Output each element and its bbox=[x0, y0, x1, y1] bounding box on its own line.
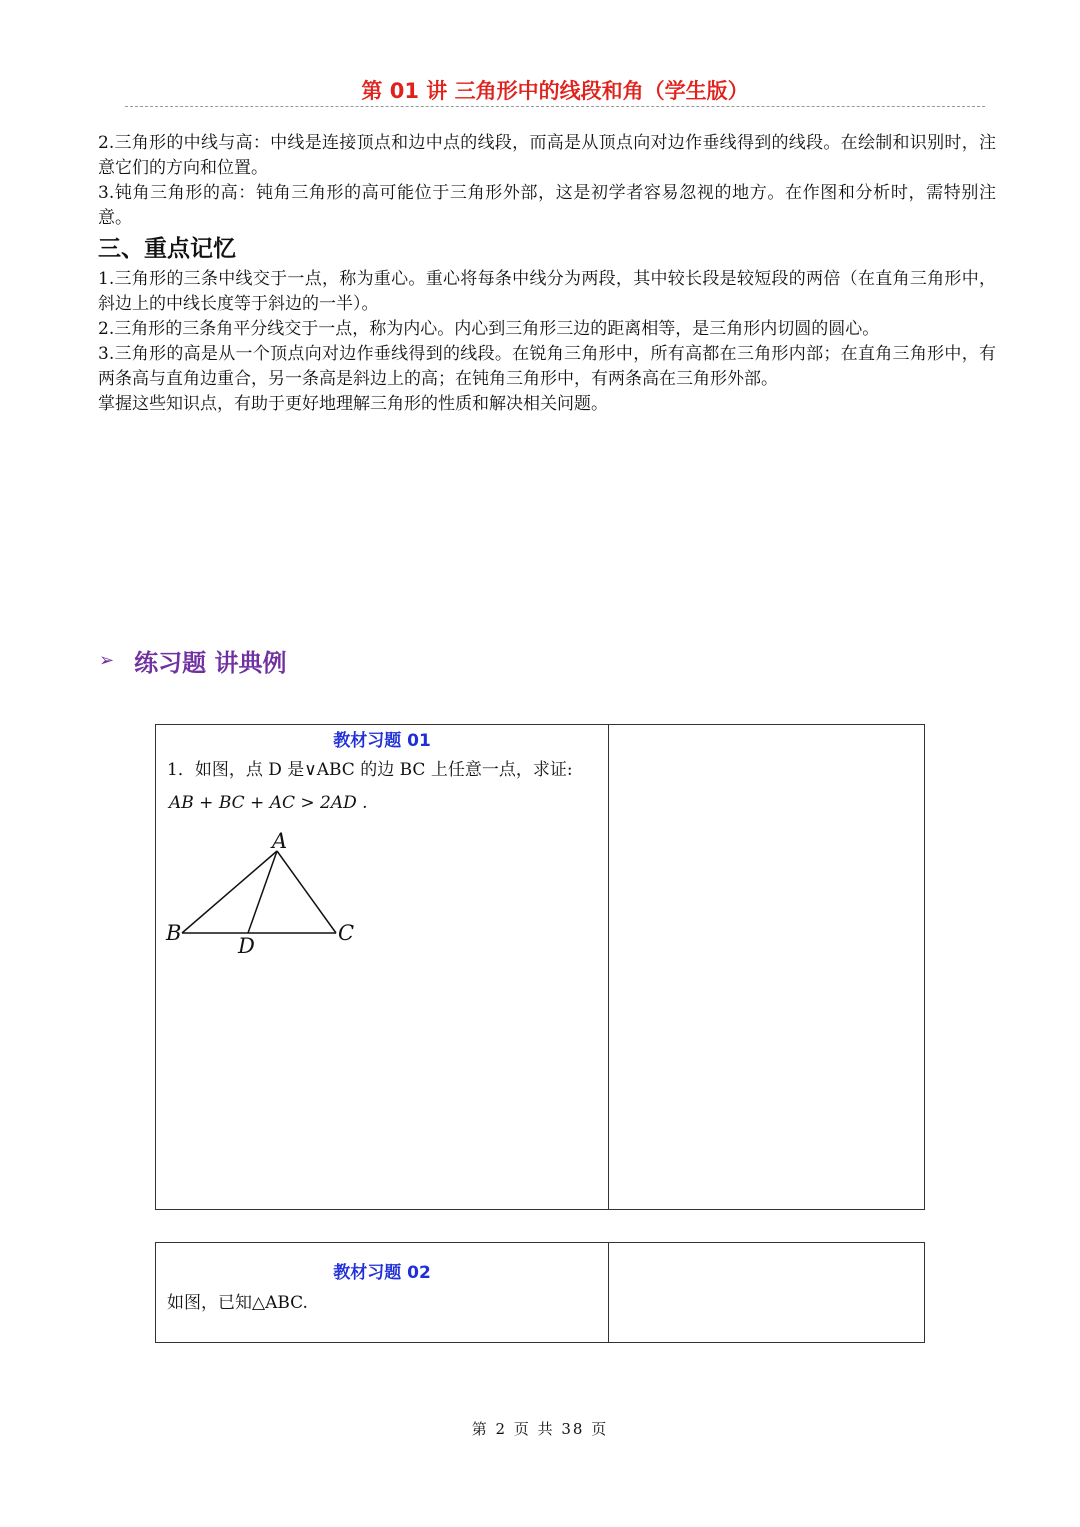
exercise-table-1 bbox=[155, 724, 925, 1210]
paragraph: 2.三角形的三条角平分线交于一点，称为内心。内心到三角形三边的距离相等，是三角形内切圆的圆心。 bbox=[98, 319, 880, 339]
side-ac bbox=[277, 851, 336, 933]
arrow-bullet-icon: ➢ bbox=[99, 649, 115, 671]
exercise-table-2 bbox=[155, 1242, 925, 1343]
page-header bbox=[125, 76, 985, 107]
exercise-question-cell bbox=[156, 725, 609, 1209]
paragraph: 3.钝角三角形的高：钝角三角形的高可能位于三角形外部，这是初学者容易忽视的地方。在作图和分析时，需特别注意。 bbox=[98, 183, 996, 228]
practice-heading-label: 练习题 讲典例 bbox=[134, 648, 287, 677]
paragraph: 2.三角形的中线与高：中线是连接顶点和边中点的线段，而高是从顶点向对边作垂线得到的线段。在绘制和识别时，注意它们的方向和位置。 bbox=[98, 133, 996, 178]
exercise-statement: 1．如图，点 D 是∨ABC 的边 BC 上任意一点，求证: bbox=[167, 760, 573, 780]
paragraph: 3.三角形的高是从一个顶点向对边作垂线得到的线段。在锐角三角形中，所有高都在三角形内部；在直角三角形中，有两条高与直角边重合，另一条高是斜边上的高；在钝角三角形中，有两条高在三角形外部。 bbox=[98, 344, 996, 389]
exercise-question-cell bbox=[156, 1243, 609, 1342]
exercise-title: 教材习题 02 bbox=[333, 1263, 431, 1283]
label-d: D bbox=[238, 934, 255, 958]
exercise-title: 教材习题 01 bbox=[333, 731, 431, 751]
paragraph: 1.三角形的三条中线交于一点，称为重心。重心将每条中线分为两段，其中较长段是较短段的两倍（在直角三角形中，斜边上的中线长度等于斜边的一半）。 bbox=[98, 269, 996, 314]
exercise-formula: AB + BC + AC > 2AD . bbox=[169, 793, 368, 813]
label-c: C bbox=[338, 921, 355, 945]
exercise-statement: 如图，已知△ABC. bbox=[167, 1293, 308, 1313]
paragraph: 掌握这些知识点，有助于更好地理解三角形的性质和解决相关问题。 bbox=[98, 394, 608, 414]
section-heading: 三、重点记忆 bbox=[98, 236, 236, 262]
body-text bbox=[98, 131, 996, 417]
page-title: 第 01 讲 三角形中的线段和角（学生版） bbox=[361, 79, 749, 103]
label-a: A bbox=[272, 829, 288, 853]
exercise-answer-cell bbox=[609, 725, 924, 1209]
label-b: B bbox=[166, 921, 182, 945]
practice-heading bbox=[99, 640, 286, 680]
triangle-figure bbox=[164, 829, 364, 959]
exercise-answer-cell bbox=[609, 1243, 924, 1342]
page-footer: 第 2 页 共 38 页 bbox=[471, 1420, 609, 1438]
